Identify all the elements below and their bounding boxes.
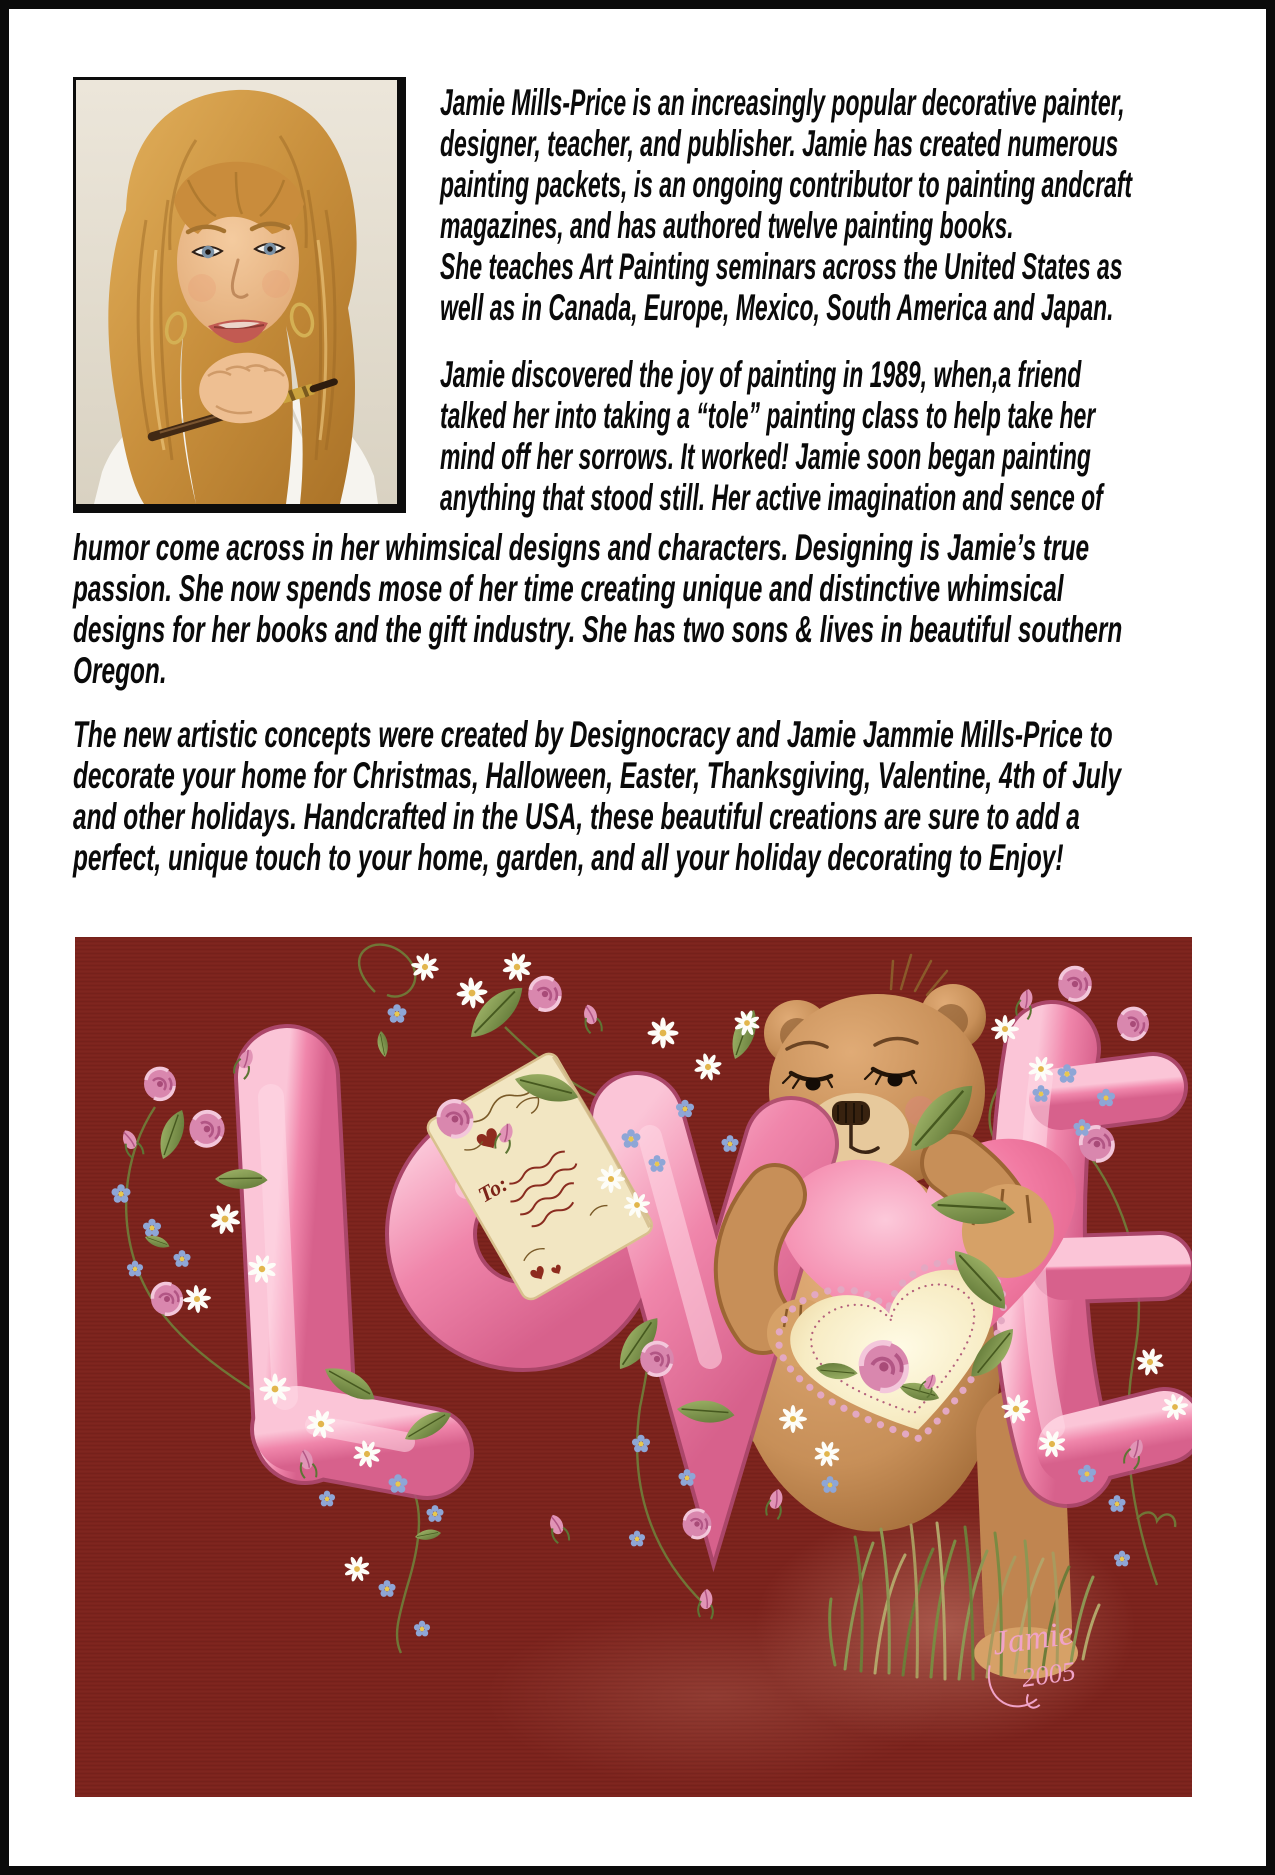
love-teddy-bear-painting [75, 937, 1192, 1797]
bio-paragraph-1: Jamie Mills-Price is an increasingly popular decorative painter, designer, teacher, and publisher. Jamie has created numerous painting packets, is an ongoing contributor to painting andcraft magazines, and has authored twelve painting books. She teaches Art Painting seminars across the United States as well as in Canada, Europe, Mexico, South America and Japan. [440, 82, 1133, 328]
bio-paragraph-2-beside-photo: Jamie discovered the joy of painting in 1989, when,a friend talked her into taking a “tole” painting class to help take her mind off her sorrows. It worked! Jamie soon began painting anything that stood still. Her active imagination and sence of [440, 354, 1103, 518]
bio-paragraph-3: The new artistic concepts were created by Designocracy and Jamie Jammie Mills-Price to decorate your home for Christmas, Halloween, Easter, Thanksgiving, Valentine, 4th of July and other holidays. Handcrafted in the USA, these beautiful creations are sure to add a perfect, unique touch to your home, garden, and all your holiday decorating to Enjoy! [73, 714, 1122, 878]
letter-e-bottom-arm [1072, 1426, 1165, 1449]
note-card-to-label: To: [473, 1170, 512, 1208]
letter-e-mid-arm [1063, 1266, 1160, 1269]
love-painting-canvas [75, 937, 1192, 1797]
bio-paragraph-2-full-width: humor come across in her whimsical designs and characters. Designing is Jamie’s true passion. She now spends mose of her time creating unique and distinctive whimsical designs for her books and the gift industry. She has two sons & lives in beautiful southern Oregon. [73, 527, 1123, 691]
signature-year: 2005 [1019, 1655, 1078, 1693]
signature-name: Jamie [990, 1614, 1076, 1663]
soft-haze-left [485, 1607, 945, 1787]
portrait-illustration [76, 80, 397, 504]
blush-right [262, 270, 290, 298]
portrait-photo [73, 77, 406, 513]
blush-left [188, 274, 216, 302]
